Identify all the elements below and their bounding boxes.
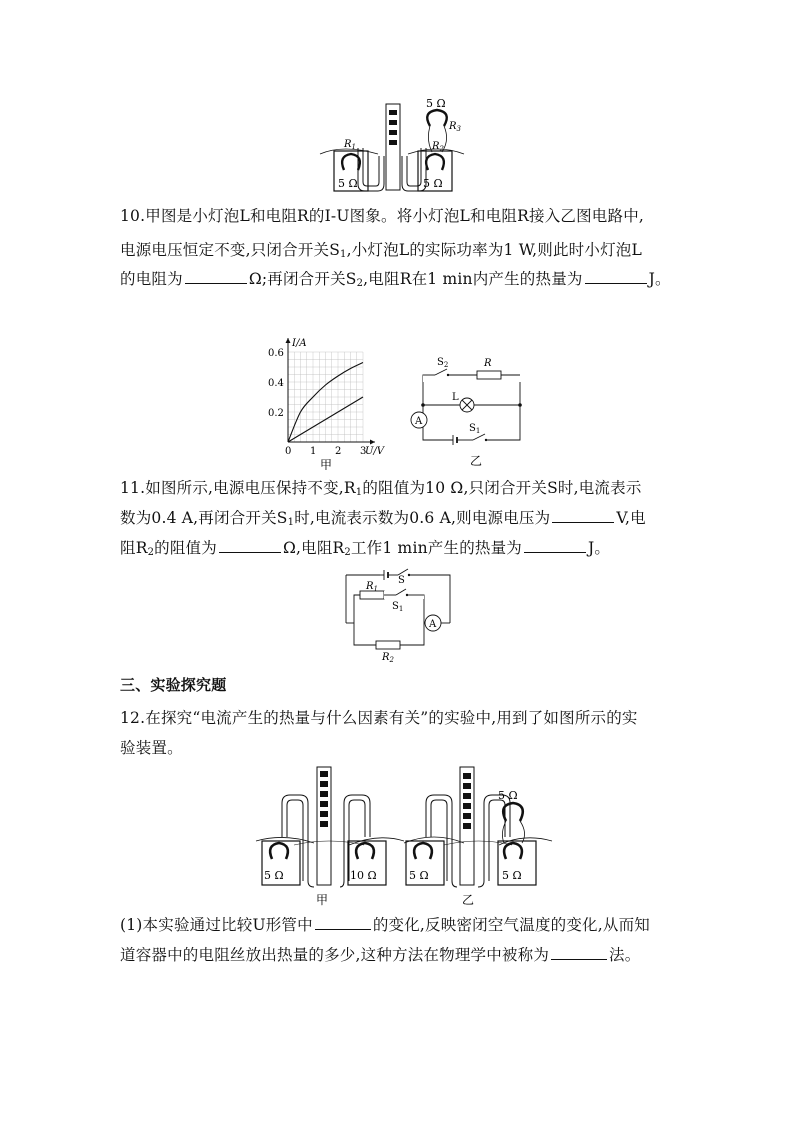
y-axis-label: I/A xyxy=(292,338,307,349)
svg-text:R2: $R_2$ xyxy=(432,141,444,153)
svg-text:10 Ω: 10 Ω xyxy=(350,869,377,882)
x-axis-label: U/V xyxy=(365,446,385,457)
answer-blank-q11-resistance[interactable] xyxy=(219,538,281,553)
answer-blank-q11-voltage[interactable] xyxy=(552,508,614,523)
answer-blank-q10-heat[interactable] xyxy=(585,269,647,284)
svg-text:R2: $R_2$ xyxy=(382,652,394,664)
y-axis-arrow xyxy=(286,338,291,343)
q11-line-3: 阻$R_2$的阻值为 Ω,电阻$R_2$工作1 min产生的热量为 J。 xyxy=(120,539,611,558)
caption-jia-graph: 甲 xyxy=(320,458,333,470)
caption-yi-circuit: 乙 xyxy=(470,454,483,468)
svg-text:R1: $R_1$ xyxy=(344,139,356,151)
svg-text:S1: $S_1$ xyxy=(392,601,404,613)
svg-text:5 Ω: 5 Ω xyxy=(498,789,518,802)
x-tick-label: 2 xyxy=(335,446,342,457)
iu-graph xyxy=(258,335,398,470)
x-tick-label: 0 xyxy=(285,446,292,457)
q12-line-1: 12.在探究“电流产生的热量与什么因素有关”的实验中,用到了如图所示的实 xyxy=(120,709,638,727)
svg-text:L: L xyxy=(452,392,459,403)
svg-text:S1: $S_1$ xyxy=(469,423,481,435)
label-left-5-ohm: 5 Ω xyxy=(338,177,358,190)
svg-text:S: S xyxy=(398,575,405,586)
q11-circuit-diagram xyxy=(340,565,460,665)
svg-text:R3: $R_3$ xyxy=(449,121,461,133)
label-5-ohm-top: 5 Ω xyxy=(426,97,446,110)
x-axis-arrow xyxy=(370,440,375,445)
svg-text:S2: $S_2$ xyxy=(437,357,449,369)
svg-text:A: A xyxy=(429,619,437,630)
caption-jia-apparatus: 甲 xyxy=(316,893,329,907)
q12-apparatus-figure xyxy=(254,763,554,913)
q11-line-2: 数为0.4 A,再闭合开关$S_1$时,电流表示数为0.6 A,则电源电压为 V,电 xyxy=(120,509,646,528)
section-heading: 三、实验探究题 xyxy=(120,676,227,694)
q12-line-2: 验装置。 xyxy=(120,739,183,757)
answer-blank-q12-utube[interactable] xyxy=(315,915,371,930)
q10-line-2: 电源电压恒定不变,只闭合开关$S_1$,小灯泡L的实际功率为1 W,则此时小灯泡L xyxy=(120,241,642,260)
svg-text:5 Ω: 5 Ω xyxy=(264,869,284,882)
y-tick-label: 0.6 xyxy=(268,348,284,359)
svg-text:5 Ω: 5 Ω xyxy=(502,869,522,882)
circuit-diagram-b xyxy=(405,350,535,470)
top-apparatus-figure xyxy=(318,96,468,196)
q12-sub1-line-2: 道容器中的电阻丝放出热量的多少,这种方法在物理学中被称为 法。 xyxy=(120,946,641,964)
label-right-5-ohm: 5 Ω xyxy=(423,177,443,190)
q10-line-1: 10.甲图是小灯泡L和电阻R的I-U图象。将小灯泡L和电阻R接入乙图电路中, xyxy=(120,207,645,225)
x-tick-label: 3 xyxy=(360,446,367,457)
svg-text:5 Ω: 5 Ω xyxy=(409,869,429,882)
y-tick-label: 0.2 xyxy=(268,408,284,419)
caption-yi-apparatus: 乙 xyxy=(462,893,475,907)
x-tick-label: 1 xyxy=(310,446,317,457)
answer-blank-q10-resistance[interactable] xyxy=(185,269,247,284)
q12-sub1-line-1: (1)本实验通过比较U形管中 的变化,反映密闭空气温度的变化,从而知 xyxy=(120,916,650,934)
svg-text:R: R xyxy=(484,358,492,369)
answer-blank-q12-method[interactable] xyxy=(551,945,607,960)
q10-line-3: 的电阻为 Ω;再闭合开关$S_2$,电阻R在1 min内产生的热量为 J。 xyxy=(120,270,671,289)
y-tick-label: 0.4 xyxy=(268,378,284,389)
answer-blank-q11-heat[interactable] xyxy=(524,538,586,553)
svg-text:R1: $R_1$ xyxy=(366,581,378,593)
svg-text:A: A xyxy=(415,416,423,427)
q11-line-1: 11.如图所示,电源电压保持不变$,R_1$的阻值为10 Ω,只闭合开关S时,电流表示 xyxy=(120,479,642,498)
